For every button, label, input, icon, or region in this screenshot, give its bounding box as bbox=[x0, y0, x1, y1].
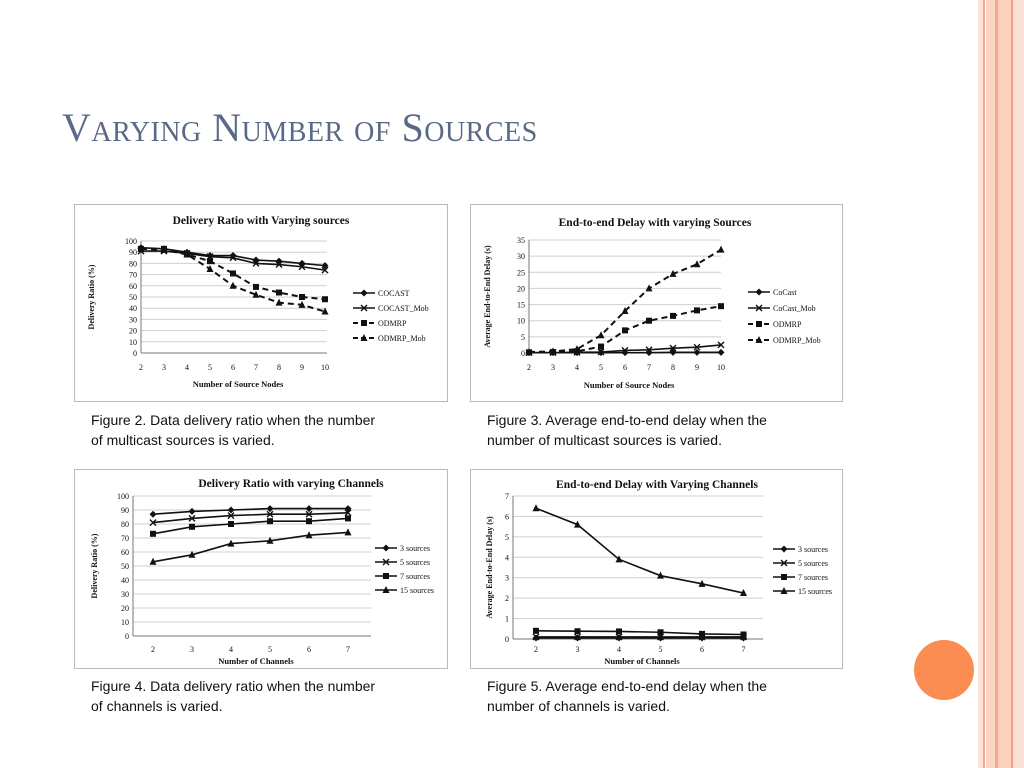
x-tick-label: 7 bbox=[346, 645, 350, 654]
caption-line-2: of multicast sources is varied. bbox=[91, 432, 275, 448]
legend-marker bbox=[383, 545, 390, 552]
caption-line-1: Average end-to-end delay when the bbox=[545, 678, 767, 694]
x-tick-label: 4 bbox=[185, 363, 189, 372]
data-point bbox=[189, 524, 195, 530]
data-point bbox=[228, 521, 234, 527]
data-point bbox=[718, 246, 725, 253]
data-point bbox=[598, 344, 604, 350]
data-point bbox=[150, 531, 156, 537]
data-point bbox=[322, 296, 328, 302]
legend-label: 7 sources bbox=[400, 572, 430, 581]
y-tick-label: 0 bbox=[505, 635, 509, 644]
y-tick-label: 35 bbox=[517, 236, 525, 245]
data-point bbox=[670, 313, 676, 319]
data-point bbox=[150, 511, 157, 518]
caption-number: 5. bbox=[530, 678, 543, 694]
x-tick-label: 4 bbox=[575, 363, 579, 372]
y-tick-label: 0 bbox=[133, 349, 137, 358]
data-point bbox=[694, 307, 700, 313]
y-tick-label: 25 bbox=[517, 268, 525, 278]
y-axis-label: Average End-to-End Delay (s) bbox=[483, 245, 492, 348]
y-tick-label: 40 bbox=[121, 576, 129, 585]
x-axis-label: Number of Channels bbox=[218, 656, 294, 666]
caption-line-2: of channels is varied. bbox=[91, 698, 223, 714]
y-tick-label: 10 bbox=[517, 316, 525, 326]
series-line bbox=[536, 631, 744, 635]
slide-title: Varying Number of Sources bbox=[62, 105, 538, 150]
y-tick-label: 5 bbox=[521, 332, 525, 342]
data-point bbox=[699, 631, 705, 637]
x-axis-label: Number of Source Nodes bbox=[583, 380, 675, 390]
x-tick-label: 5 bbox=[658, 645, 663, 654]
x-tick-label: 2 bbox=[527, 363, 531, 372]
y-tick-label: 30 bbox=[121, 590, 129, 599]
x-tick-label: 5 bbox=[599, 363, 603, 372]
figure-2-caption bbox=[91, 410, 375, 450]
legend-label: CoCast bbox=[773, 288, 797, 297]
legend-marker bbox=[781, 574, 787, 580]
x-tick-label: 10 bbox=[321, 363, 329, 372]
series-line bbox=[536, 508, 744, 593]
y-tick-label: 5 bbox=[505, 532, 509, 542]
chart-delay-channels bbox=[470, 469, 843, 669]
data-point bbox=[306, 518, 312, 524]
legend-label: ODMRP_Mob bbox=[378, 334, 426, 343]
y-tick-label: 3 bbox=[505, 573, 509, 583]
legend-label: COCAST_Mob bbox=[378, 304, 429, 313]
caption-prefix: Figure bbox=[91, 412, 131, 428]
x-axis-label: Number of Channels bbox=[604, 656, 680, 666]
y-tick-label: 0 bbox=[125, 632, 129, 641]
legend-marker bbox=[756, 289, 763, 296]
legend-label: 5 sources bbox=[798, 559, 828, 568]
y-tick-label: 20 bbox=[129, 326, 137, 336]
caption-number: 4. bbox=[134, 678, 147, 694]
y-tick-label: 20 bbox=[121, 604, 129, 613]
y-tick-label: 100 bbox=[125, 237, 137, 246]
caption-line-1: Data delivery ratio when the number bbox=[150, 678, 376, 694]
data-point bbox=[741, 632, 747, 638]
data-point bbox=[658, 629, 664, 635]
data-point bbox=[622, 327, 628, 333]
y-tick-label: 6 bbox=[505, 512, 509, 522]
data-point bbox=[189, 508, 196, 515]
y-tick-label: 60 bbox=[129, 281, 137, 291]
data-point bbox=[718, 349, 725, 356]
caption-prefix: Figure bbox=[91, 678, 131, 694]
y-tick-label: 70 bbox=[129, 270, 137, 280]
x-tick-label: 8 bbox=[277, 363, 281, 372]
y-tick-label: 7 bbox=[505, 492, 509, 501]
legend-label: ODMRP bbox=[773, 320, 802, 329]
y-tick-label: 4 bbox=[505, 553, 509, 563]
x-tick-label: 9 bbox=[695, 363, 699, 372]
chart-delay-sources bbox=[470, 204, 843, 402]
x-tick-label: 7 bbox=[741, 645, 746, 654]
legend-label: COCAST bbox=[378, 289, 410, 298]
y-tick-label: 80 bbox=[121, 520, 129, 529]
data-point bbox=[345, 515, 351, 521]
caption-prefix: Figure bbox=[487, 678, 527, 694]
y-tick-label: 2 bbox=[505, 594, 509, 604]
x-tick-label: 6 bbox=[231, 363, 235, 372]
data-point bbox=[230, 270, 236, 276]
data-point bbox=[616, 628, 622, 634]
data-point bbox=[230, 282, 237, 289]
data-point bbox=[267, 518, 273, 524]
series-line bbox=[153, 518, 348, 533]
y-tick-label: 15 bbox=[517, 300, 525, 310]
x-tick-label: 6 bbox=[700, 645, 704, 654]
caption-line-1: Data delivery ratio when the number bbox=[150, 412, 376, 428]
chart-delivery-ratio-sources bbox=[74, 204, 448, 402]
legend-label: CoCast_Mob bbox=[773, 304, 816, 313]
x-tick-label: 2 bbox=[151, 645, 155, 654]
data-point bbox=[616, 634, 623, 641]
legend-marker bbox=[383, 573, 389, 579]
x-tick-label: 7 bbox=[254, 363, 258, 372]
x-axis-label: Number of Source Nodes bbox=[192, 379, 284, 389]
x-tick-label: 6 bbox=[623, 363, 627, 372]
legend-label: ODMRP_Mob bbox=[773, 336, 821, 345]
x-tick-label: 6 bbox=[307, 645, 311, 654]
y-tick-label: 50 bbox=[121, 562, 129, 571]
y-tick-label: 10 bbox=[129, 337, 137, 347]
chart-title: End-to-end Delay with varying Sources bbox=[558, 217, 752, 229]
figure-5-caption bbox=[487, 676, 767, 716]
figure-4-caption bbox=[91, 676, 375, 716]
legend-marker bbox=[361, 320, 367, 326]
data-point bbox=[646, 318, 652, 324]
y-axis-label: Delivery Ratio (%) bbox=[90, 533, 99, 599]
data-point bbox=[694, 260, 701, 267]
x-tick-label: 3 bbox=[551, 363, 555, 372]
legend-label: ODMRP bbox=[378, 319, 407, 328]
legend-marker bbox=[361, 290, 368, 297]
y-tick-label: 90 bbox=[121, 506, 129, 515]
data-point bbox=[598, 331, 605, 338]
y-tick-label: 10 bbox=[121, 618, 129, 627]
chart-title: Delivery Ratio with varying Channels bbox=[198, 478, 384, 490]
caption-line-2: number of multicast sources is varied. bbox=[487, 432, 722, 448]
y-tick-label: 20 bbox=[517, 284, 525, 294]
x-tick-label: 4 bbox=[229, 645, 233, 654]
data-point bbox=[533, 634, 540, 641]
caption-number: 2. bbox=[134, 412, 147, 428]
y-tick-label: 30 bbox=[129, 315, 137, 325]
y-tick-label: 90 bbox=[129, 248, 137, 258]
legend-label: 3 sources bbox=[400, 544, 430, 553]
data-point bbox=[533, 628, 539, 634]
legend-label: 15 sources bbox=[798, 587, 832, 596]
legend-marker bbox=[756, 321, 762, 327]
caption-line-2: number of channels is varied. bbox=[487, 698, 670, 714]
data-point bbox=[718, 303, 724, 309]
chart-title: End-to-end Delay with Varying Channels bbox=[556, 479, 758, 491]
y-tick-label: 30 bbox=[517, 252, 525, 262]
x-tick-label: 3 bbox=[575, 645, 580, 654]
x-tick-label: 3 bbox=[190, 645, 194, 654]
data-point bbox=[253, 284, 259, 290]
caption-line-1: Average end-to-end delay when the bbox=[545, 412, 767, 428]
x-tick-label: 4 bbox=[617, 645, 621, 654]
legend-label: 7 sources bbox=[798, 573, 828, 582]
legend-label: 15 sources bbox=[400, 586, 434, 595]
chart-title: Delivery Ratio with Varying sources bbox=[172, 215, 350, 227]
data-point bbox=[533, 504, 540, 511]
y-tick-label: 60 bbox=[121, 548, 129, 557]
y-tick-label: 40 bbox=[129, 304, 137, 314]
accent-circle bbox=[914, 640, 974, 700]
y-tick-label: 1 bbox=[505, 614, 509, 624]
x-tick-label: 10 bbox=[717, 363, 725, 372]
x-tick-label: 7 bbox=[647, 363, 651, 372]
x-tick-label: 5 bbox=[208, 363, 212, 372]
decorative-stripes bbox=[978, 0, 1024, 768]
caption-number: 3. bbox=[530, 412, 543, 428]
series-line bbox=[153, 532, 348, 561]
figure-3-caption bbox=[487, 410, 767, 450]
data-point bbox=[575, 628, 581, 634]
data-point bbox=[207, 258, 213, 264]
x-tick-label: 2 bbox=[534, 645, 538, 654]
x-tick-label: 9 bbox=[300, 363, 304, 372]
legend-label: 5 sources bbox=[400, 558, 430, 567]
data-point bbox=[276, 290, 282, 296]
data-point bbox=[657, 634, 664, 641]
y-axis-label: Delivery Ratio (%) bbox=[87, 264, 96, 330]
y-tick-label: 50 bbox=[129, 293, 137, 302]
y-tick-label: 70 bbox=[121, 534, 129, 543]
chart-delivery-ratio-channels bbox=[74, 469, 448, 669]
y-tick-label: 0 bbox=[521, 349, 525, 358]
legend-marker bbox=[781, 546, 788, 553]
y-axis-label: Average End-to-End Delay (s) bbox=[485, 516, 494, 619]
caption-prefix: Figure bbox=[487, 412, 527, 428]
data-point bbox=[299, 294, 305, 300]
y-tick-label: 80 bbox=[129, 259, 137, 269]
x-tick-label: 2 bbox=[139, 363, 143, 372]
y-tick-label: 100 bbox=[117, 492, 129, 501]
x-tick-label: 8 bbox=[671, 363, 675, 372]
data-point bbox=[574, 634, 581, 641]
legend-label: 3 sources bbox=[798, 545, 828, 554]
x-tick-label: 3 bbox=[162, 363, 166, 372]
x-tick-label: 5 bbox=[268, 645, 272, 654]
